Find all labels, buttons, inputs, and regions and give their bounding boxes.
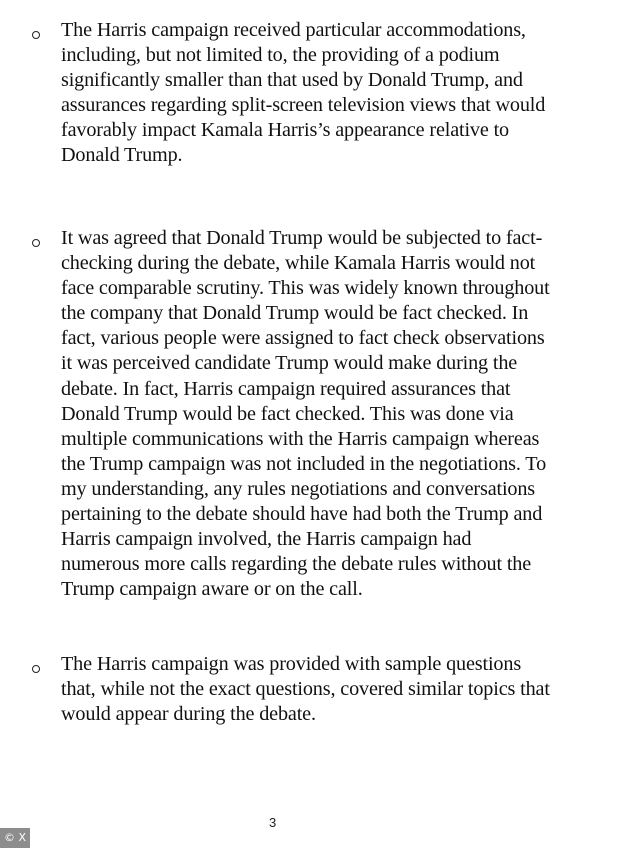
bullet-text: The Harris campaign was provided with sample questions that, while not the exact questions, covered similar topics that would appear during the debate. (61, 653, 550, 726)
hollow-bullet-icon (32, 239, 40, 247)
image-credit-watermark: © X (0, 828, 30, 848)
hollow-bullet-icon (32, 665, 40, 673)
page-number: 3 (269, 815, 277, 830)
bullet-text: The Harris campaign received particular accommodations, including, but not limited to, the providing of a podium significantly smaller than that used by Donald Trump, and assurances regarding split-screen television views that would favorably impact Kamala Harris’s appearance relative to Donald Trump. (61, 19, 546, 167)
hollow-bullet-icon (32, 31, 40, 39)
bullet-text: It was agreed that Donald Trump would be subjected to fact- checking during the debate, while Kamala Harris would not face comparable scrutiny. This was widely known throughout the company that Donald Trump would be fact checked. In fact, various people were assigned to fact check observations it was perceived candidate Trump would make during the debate. In fact, Harris campaign required assurances that Donald Trump would be fact checked. This was done via multiple communications with the Harris campaign whereas the Trump campaign was not included in the negotiations. To my understanding, any rules negotiations and conversations pertaining to the debate should have had both the Trump and Harris campaign involved, the Harris campaign had numerous more calls regarding the debate rules without the Trump campaign aware or on the call. (61, 227, 550, 601)
